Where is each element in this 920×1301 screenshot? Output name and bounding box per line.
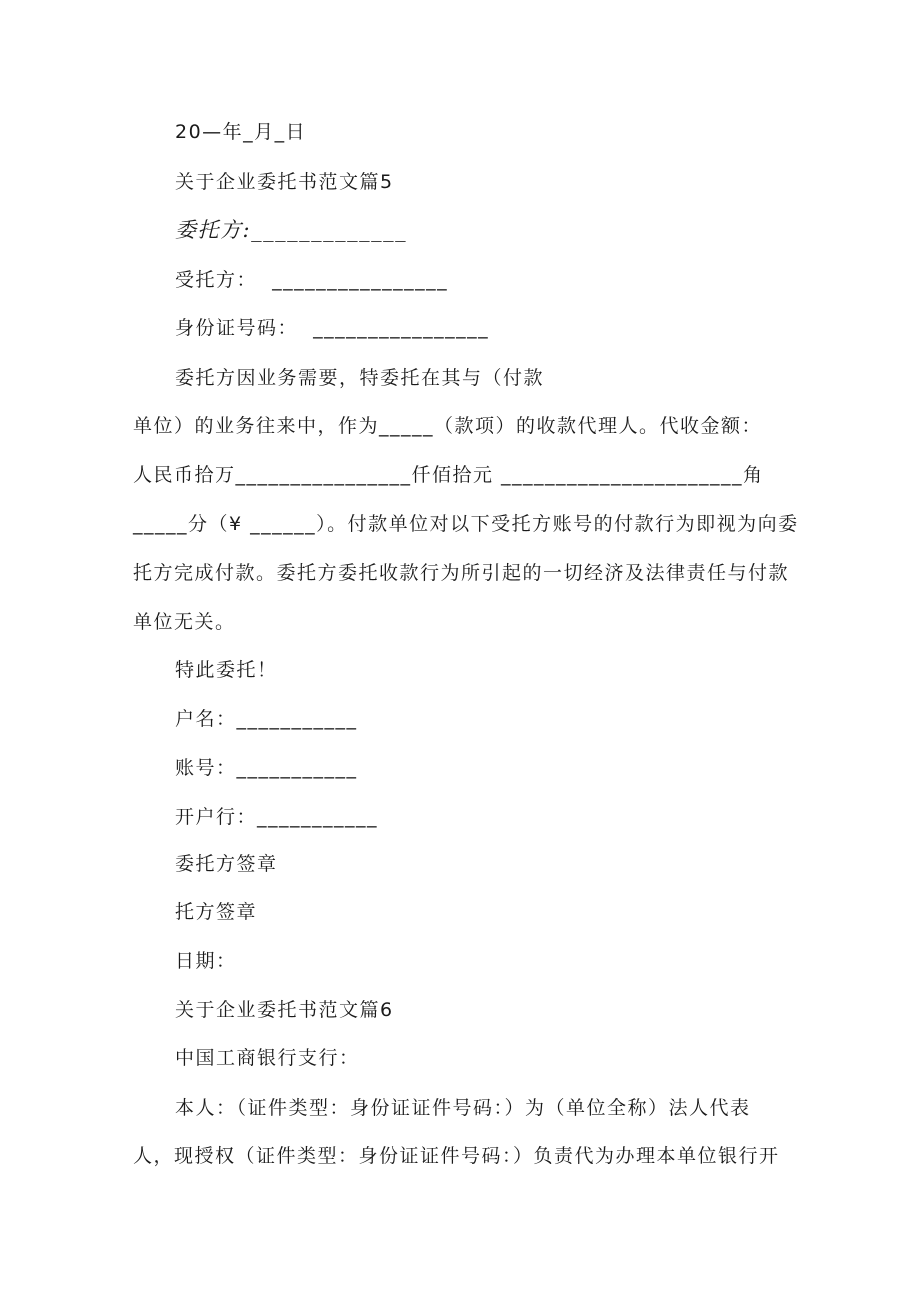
principal-field: 委托方:_____________ bbox=[175, 218, 408, 242]
body-paragraph-line: 委托方因业务需要，特委托在其与（付款 bbox=[175, 367, 545, 389]
body-paragraph-line: 本人：（证件类型：身份证证件号码：）为（单位全称）法人代表 bbox=[175, 1097, 751, 1119]
date-label: 日期： bbox=[175, 950, 237, 972]
account-name-field: 户名：___________ bbox=[175, 708, 358, 730]
id-number-field: 身份证号码： ________________ bbox=[175, 317, 490, 339]
addressee-line: 中国工商银行支行： bbox=[175, 1047, 360, 1069]
closing-phrase: 特此委托！ bbox=[175, 659, 278, 681]
section-heading-6: 关于企业委托书范文篇6 bbox=[175, 999, 394, 1021]
principal-signature-label: 委托方签章 bbox=[175, 853, 278, 875]
agent-signature-label: 托方签章 bbox=[175, 901, 258, 923]
body-paragraph-line: 人民币拾万________________仟佰拾元 ______________________角 bbox=[133, 464, 764, 486]
section-heading-5: 关于企业委托书范文篇5 bbox=[175, 171, 394, 193]
body-paragraph-line: 人，现授权（证件类型：身份证证件号码：）负责代为办理本单位银行开 bbox=[133, 1145, 780, 1167]
body-paragraph-line: _____分（¥ ______）。付款单位对以下受托方账号的付款行为即视为向委 bbox=[133, 513, 799, 535]
body-paragraph-line: 托方完成付款。委托方委托收款行为所引起的一切经济及法律责任与付款 bbox=[133, 562, 790, 584]
agent-field: 受托方： ________________ bbox=[175, 269, 449, 291]
body-paragraph-line: 单位）的业务往来中，作为_____（款项）的收款代理人。代收金额： bbox=[133, 415, 763, 437]
bank-field: 开户行：___________ bbox=[175, 806, 379, 828]
body-paragraph-line: 单位无关。 bbox=[133, 611, 236, 633]
account-number-field: 账号：___________ bbox=[175, 757, 358, 779]
date-line: 20—年_月_日 bbox=[175, 121, 307, 143]
